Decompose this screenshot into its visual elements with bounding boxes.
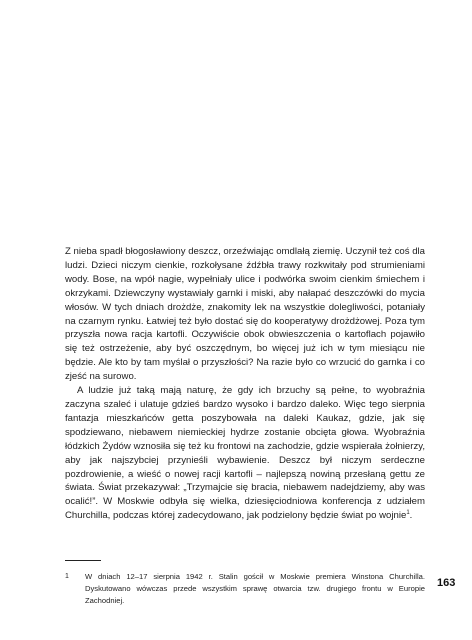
footnote [65,571,425,607]
footnote-reference[interactable]: 1 [406,510,410,517]
page-number: 163 [437,577,456,589]
paragraph-1 [65,245,425,384]
paragraph-2 [65,384,425,523]
paragraph-2-text: A ludzie już taką mają naturę, że gdy ich brzuchy są pełne, to wyobraźnia zaczyna szaleć i ulatuje gdzieś bardzo wysoko i bardzo daleko. Więc tego sierpnia fantazja mieszkańców getta poszybowała na daleki Kaukaz, gdzie, jak się spodziewano, niebawem niemieckiej hydrze zostanie obcięta głowa. Wyobraźnia łódzkich Żydów wznosiła się też ku frontowi na zachodzie, gdzie wspierała żołnierzy, aby jak najszybciej przynieśli wybawienie. Deszcz był niczym serdeczne pozdrowienie, a wieść o nowej racji kartofli – najlepszą nowiną przesłaną gettu ze świata. Świat przekazywał: „Trzymajcie się bracia, niebawem nadejdziemy, aby was ocalić!”. W Moskwie odbyła się wielka, dziesięciodniowa konferencja z udziałem Churchilla, podczas której zadecydowano, jak podzielony będzie świat po wojnie [65,385,425,522]
paragraph-1-text: Z nieba spadł błogosławiony deszcz, orzeźwiając omdlałą ziemię. Uczynił też coś dla ludzi. Dzieci niczym cienkie, rozkołysane źdźbła trawy rozkwitały pod strumieniami wody. Bose, na wpół nagie, wypełniały ulice i podwórka swoim cienkim śmiechem i okrzykami. Dziewczyny wystawiały garnki i miski, aby nałapać deszczówki do mycia włosów. W tych dniach drożdże, znakomity lek na wszystkie dolegliwości, potaniały na czarnym rynku. Łatwiej też było dostać się do kooperatywy drożdżowej. Poza tym przyszła nowa racja kartofli. Oczywiście obok obwieszczenia o kartoflach pojawiło się też ostrzeżenie, aby być oszczędnym, bo więcej już ich w tym miesiącu nie będzie. Ale kto by tam myślał o przyszłości? Na razie było co wrzucić do garnka i co zjeść na surowo. [65,246,425,383]
main-text [65,245,425,523]
footnote-number: 1 [65,573,69,580]
footnote-divider [65,560,101,561]
paragraph-2-end: . [409,510,413,522]
footnote-text: W dniach 12–17 sierpnia 1942 r. Stalin gościł w Moskwie premiera Winstona Churchilla. Dyskutowano wówczas przede wszystkim sprawę otwarcia tzw. drugiego frontu w Europie Zachodniej. [85,572,425,605]
